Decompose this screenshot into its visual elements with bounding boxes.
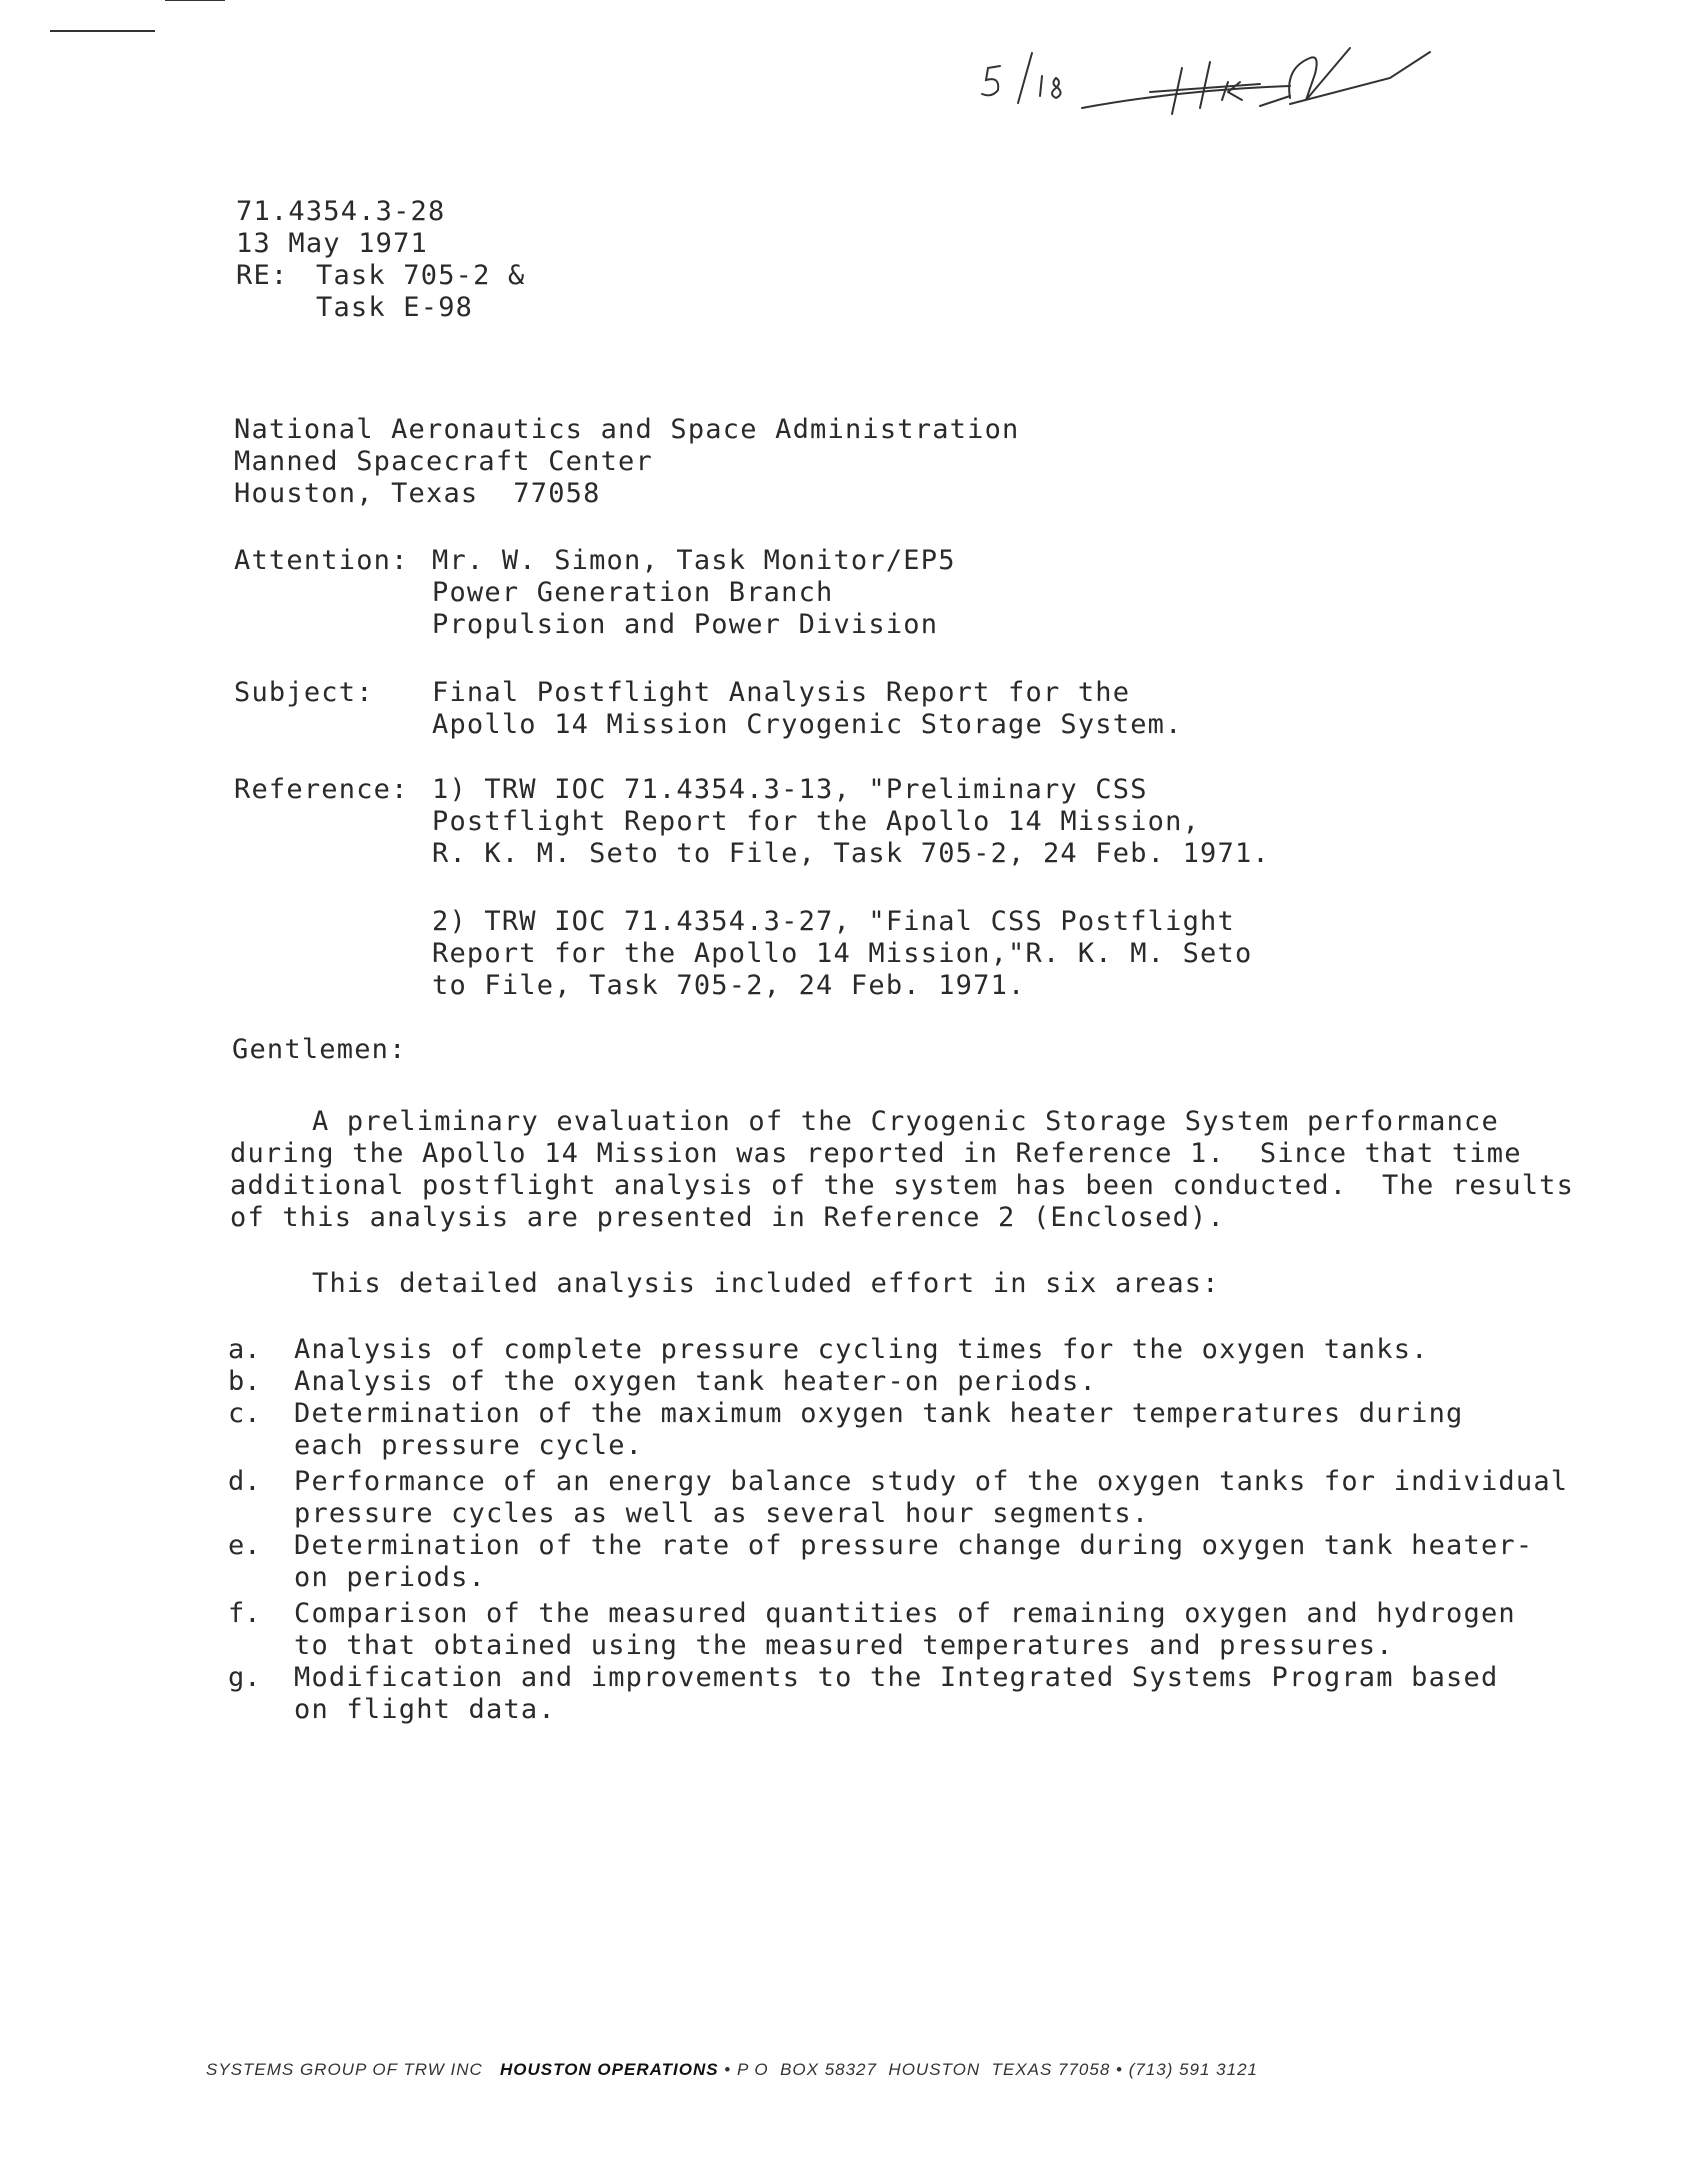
reference-1-line-1: 1) TRW IOC 71.4354.3-13, "Preliminary CSS	[432, 774, 1148, 805]
list-item-a-line-1: Analysis of complete pressure cycling times for the oxygen tanks.	[294, 1334, 1429, 1365]
list-item-d-line-1: Performance of an energy balance study of the oxygen tanks for individual	[294, 1466, 1569, 1497]
subject-line-1: Final Postflight Analysis Report for the	[432, 677, 1131, 708]
reference-1-line-3: R. K. M. Seto to File, Task 705-2, 24 Feb. 1971.	[432, 838, 1270, 869]
body-paragraph-2: This detailed analysis included effort in six areas:	[312, 1268, 1220, 1299]
address-line-2: Manned Spacecraft Center	[234, 446, 653, 477]
list-item-g-line-2: on flight data.	[294, 1694, 556, 1725]
list-item-d-line-2: pressure cycles as well as several hour segments.	[294, 1498, 1150, 1529]
subject-label: Subject:	[234, 677, 374, 708]
footer-company: SYSTEMS GROUP OF TRW INC	[206, 2060, 483, 2079]
list-item-b-line-1: Analysis of the oxygen tank heater-on periods.	[294, 1366, 1097, 1397]
list-item-letter: e.	[228, 1530, 261, 1561]
attention-label: Attention:	[234, 545, 409, 576]
list-item-f-line-2: to that obtained using the measured temperatures and pressures.	[294, 1630, 1394, 1661]
list-item-g-line-1: Modification and improvements to the Integrated Systems Program based	[294, 1662, 1499, 1693]
list-item-letter: b.	[228, 1366, 261, 1397]
footer-address: • P O BOX 58327 HOUSTON TEXAS 77058 • (713) 591 3121	[724, 2060, 1259, 2079]
handwritten-signature	[960, 18, 1440, 128]
list-item-e-line-2: on periods.	[294, 1562, 487, 1593]
body-paragraph-1-line-1: A preliminary evaluation of the Cryogenic Storage System performance	[312, 1106, 1499, 1137]
reference-label: Reference:	[234, 774, 409, 805]
reference-1-line-2: Postflight Report for the Apollo 14 Mission,	[432, 806, 1201, 837]
list-item-letter: a.	[228, 1334, 261, 1365]
attention-line-2: Power Generation Branch	[432, 577, 834, 608]
reference-2-line-2: Report for the Apollo 14 Mission,"R. K. M. Seto	[432, 938, 1253, 969]
scan-mark-top	[165, 0, 225, 1]
scan-mark-top-left	[50, 30, 155, 32]
subject-line-2: Apollo 14 Mission Cryogenic Storage System.	[432, 709, 1183, 740]
list-item-letter: c.	[228, 1398, 261, 1429]
list-item-c-line-2: each pressure cycle.	[294, 1430, 644, 1461]
document-date: 13 May 1971	[236, 228, 429, 259]
attention-line-1: Mr. W. Simon, Task Monitor/EP5	[432, 545, 956, 576]
list-item-letter: d.	[228, 1466, 261, 1497]
reference-2-line-3: to File, Task 705-2, 24 Feb. 1971.	[432, 970, 1026, 1001]
attention-line-3: Propulsion and Power Division	[432, 609, 939, 640]
list-item-e-line-1: Determination of the rate of pressure change during oxygen tank heater-	[294, 1530, 1534, 1561]
body-paragraph-1-line-4: of this analysis are presented in Reference 2 (Enclosed).	[230, 1202, 1225, 1233]
document-reference-number: 71.4354.3-28	[236, 196, 446, 227]
reference-2-line-1: 2) TRW IOC 71.4354.3-27, "Final CSS Postflight	[432, 906, 1235, 937]
letterhead-footer	[206, 2060, 1258, 2080]
list-item-letter: g.	[228, 1662, 261, 1693]
body-paragraph-1-line-2: during the Apollo 14 Mission was reported in Reference 1. Since that time	[230, 1138, 1522, 1169]
address-line-1: National Aeronautics and Space Administration	[234, 414, 1020, 445]
body-paragraph-1-line-3: additional postflight analysis of the system has been conducted. The results	[230, 1170, 1575, 1201]
salutation: Gentlemen:	[232, 1034, 407, 1065]
list-item-letter: f.	[228, 1598, 261, 1629]
list-item-c-line-1: Determination of the maximum oxygen tank heater temperatures during	[294, 1398, 1464, 1429]
re-task-line-1: Task 705-2 &	[316, 260, 526, 291]
re-label: RE:	[236, 260, 289, 291]
list-item-f-line-1: Comparison of the measured quantities of remaining oxygen and hydrogen	[294, 1598, 1516, 1629]
address-line-3: Houston, Texas 77058	[234, 478, 601, 509]
footer-division: HOUSTON OPERATIONS	[500, 2060, 719, 2079]
re-task-line-2: Task E-98	[316, 292, 474, 323]
